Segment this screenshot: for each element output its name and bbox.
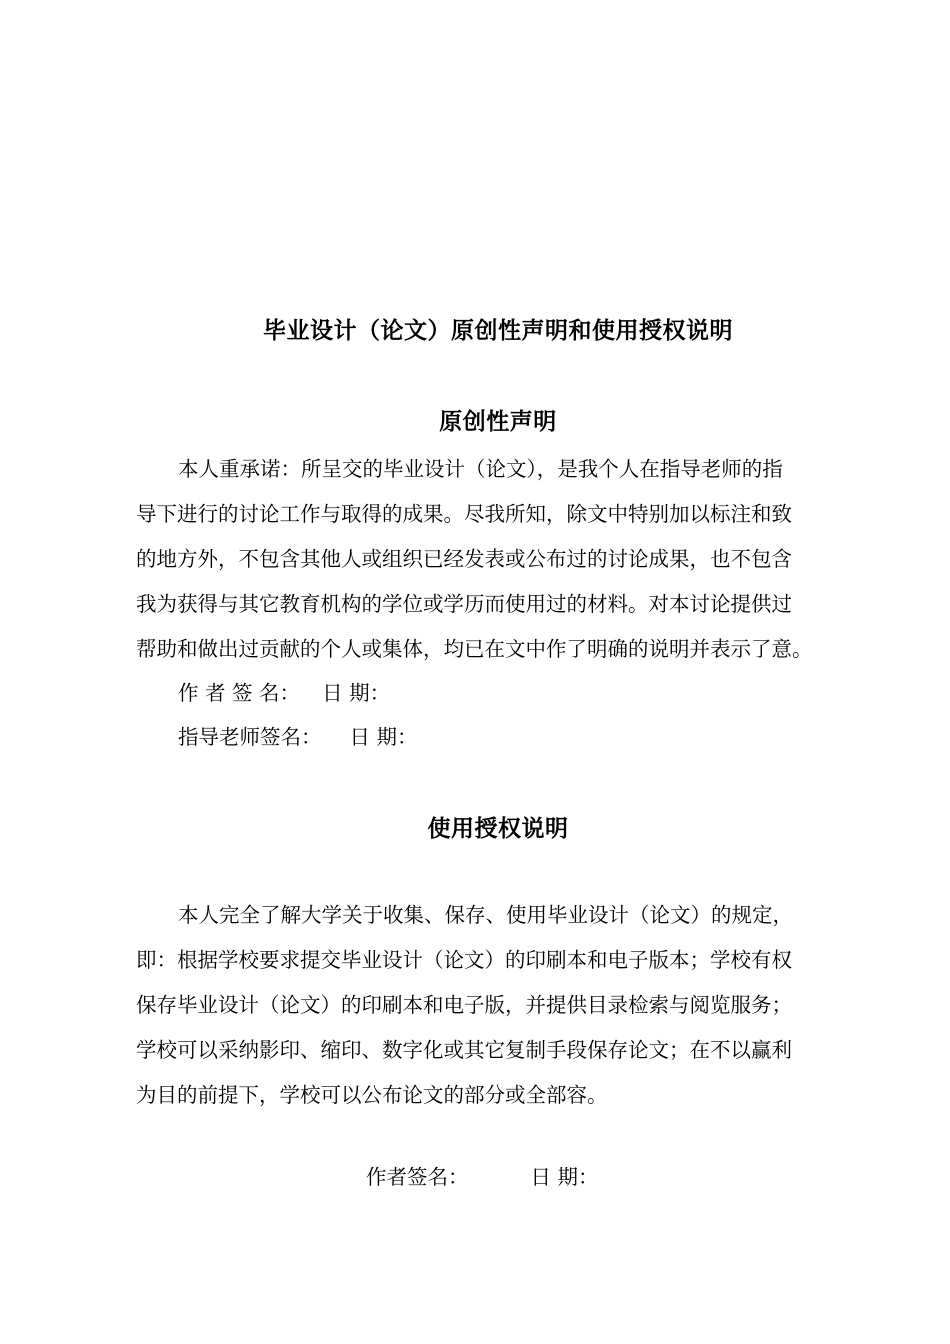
paragraph-line: 即：根据学校要求提交毕业设计（论文）的印刷本和电子版本；学校有权: [136, 948, 792, 972]
paragraph-line: 为目的前提下，学校可以公布论文的部分或全部容。: [136, 1083, 608, 1107]
originality-paragraph: [136, 447, 860, 672]
paragraph-line: 本人完全了解大学关于收集、保存、使用毕业设计（论文）的规定，: [178, 903, 793, 927]
advisor-date-label: 日 期：: [349, 725, 418, 749]
authorization-date-label: 日 期：: [530, 1165, 599, 1189]
authorization-section-title: 使用授权说明: [427, 816, 569, 842]
paragraph-line: 我为获得与其它教育机构的学位或学历而使用过的材料。对本讨论提供过: [136, 592, 792, 616]
author-signature-line: [178, 676, 390, 706]
paragraph-line: 本人重承诺：所呈交的毕业设计（论文），是我个人在指导老师的指: [178, 457, 783, 481]
originality-section-title: 原创性声明: [439, 409, 557, 435]
authorization-paragraph: [136, 893, 860, 1118]
advisor-signature-label: 指导老师签名：: [178, 725, 322, 749]
paragraph-line: 导下进行的讨论工作与取得的成果。尽我所知，除文中特别加以标注和致: [136, 502, 792, 526]
author-signature-label: 作 者 签 名：: [178, 681, 301, 705]
paragraph-line: 保存毕业设计（论文）的印刷本和电子版，并提供目录检索与阅览服务；: [136, 993, 792, 1017]
paragraph-line: 帮助和做出过贡献的个人或集体，均已在文中作了明确的说明并表示了意。: [136, 637, 813, 661]
paragraph-line: 学校可以采纳影印、缩印、数字化或其它复制手段保存论文；在不以赢利: [136, 1038, 792, 1062]
authorization-signature-label: 作者签名：: [366, 1165, 469, 1189]
paragraph-line: 的地方外，不包含其他人或组织已经发表或公布过的讨论成果，也不包含: [136, 547, 792, 571]
document-title: 毕业设计（论文）原创性声明和使用授权说明: [263, 318, 733, 344]
author-date-label: 日 期：: [322, 681, 391, 705]
advisor-signature-line: [178, 720, 418, 750]
authorization-signature-line: [366, 1160, 599, 1190]
